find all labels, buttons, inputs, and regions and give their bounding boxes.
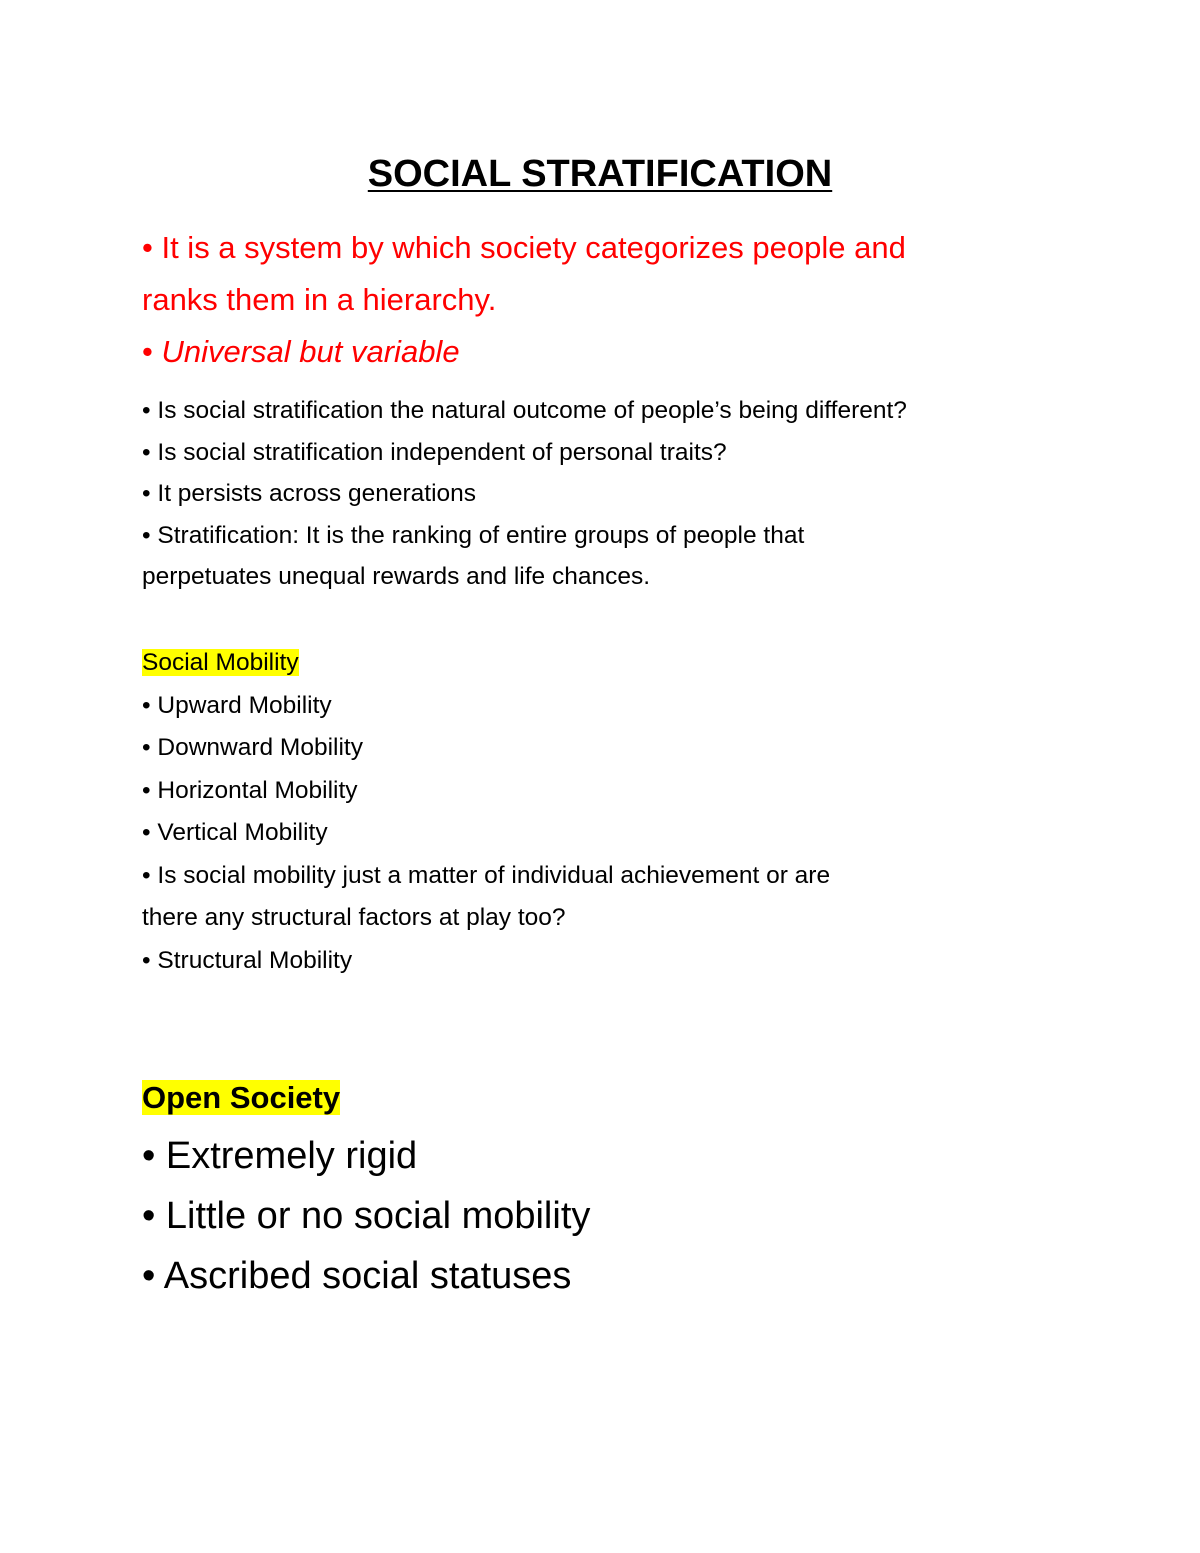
- social-mobility-heading-line: [142, 642, 1102, 685]
- list-item: there any structural factors at play too?: [142, 904, 566, 931]
- social-mobility-heading: Social Mobility: [142, 649, 299, 676]
- document-title: [0, 150, 1200, 198]
- list-item: • Upward Mobility: [142, 691, 332, 719]
- definition-line-2: ranks them in a hierarchy.: [142, 282, 497, 317]
- universal-bullet: [142, 326, 1102, 378]
- list-item: • Is social stratification the natural outcome of people’s being different?: [142, 397, 907, 424]
- open-society-section: [142, 1074, 1102, 1306]
- questions-list: [142, 390, 1102, 598]
- list-item: • Stratification: It is the ranking of entire groups of people that: [142, 521, 805, 549]
- open-society-list: [142, 1126, 1102, 1306]
- list-item: • Vertical Mobility: [142, 819, 328, 846]
- intro-section: [142, 222, 1102, 378]
- list-item: • Horizontal Mobility: [142, 776, 358, 804]
- definition-line-1: • It is a system by which society categorizes people and: [142, 230, 906, 265]
- list-item: • Ascribed social statuses: [142, 1255, 572, 1297]
- universal-text: Universal but variable: [161, 334, 460, 369]
- open-society-heading-line: [142, 1074, 1102, 1122]
- list-item: • Downward Mobility: [142, 734, 363, 761]
- title-text: SOCIAL STRATIFICATION: [367, 153, 833, 195]
- list-item: • Is social stratification independent of personal traits?: [142, 438, 727, 466]
- list-item: • Structural Mobility: [142, 946, 353, 974]
- open-society-heading: Open Society: [142, 1080, 341, 1115]
- list-item: • It persists across generations: [142, 480, 477, 507]
- list-item: perpetuates unequal rewards and life chances.: [142, 563, 651, 590]
- social-mobility-section: [142, 642, 1102, 982]
- list-item: • Extremely rigid: [142, 1135, 418, 1177]
- bullet-marker: •: [142, 334, 162, 369]
- list-item: • Is social mobility just a matter of individual achievement or are: [142, 861, 831, 889]
- list-item: • Little or no social mobility: [142, 1195, 591, 1237]
